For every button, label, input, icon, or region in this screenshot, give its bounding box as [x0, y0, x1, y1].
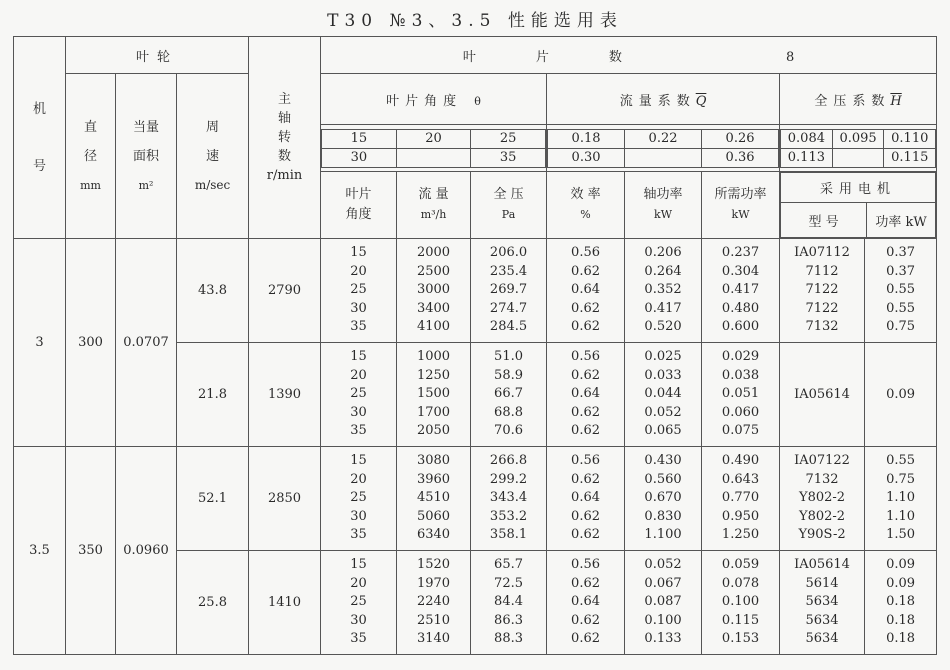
list-pressure — [471, 551, 547, 655]
header-machine-no: 机 号 — [14, 37, 66, 239]
pressure-coef-values: 0.084 0.095 0.110 0.113 0.115 — [780, 125, 937, 172]
cell-value: 0.029 — [721, 349, 760, 365]
cell-value: 284.5 — [489, 319, 528, 335]
cell-value: 0.75 — [886, 471, 916, 487]
cell-value: 0.62 — [571, 631, 600, 647]
cell-value: 0.64 — [571, 282, 600, 298]
cell-value: 0.670 — [644, 490, 682, 506]
cell-value: Y802-2 — [799, 508, 846, 524]
machine-area: 0.0707 — [116, 239, 177, 447]
list-flow — [397, 239, 471, 343]
cell-value: 20 — [350, 263, 367, 279]
cell-value: 0.133 — [644, 631, 682, 647]
header-blade-count: 叶片数 8 — [321, 37, 937, 74]
cell-value: 266.8 — [489, 453, 528, 469]
cell-value: 72.5 — [494, 575, 523, 591]
list-motor-power — [865, 551, 937, 655]
group-speed: 25.8 — [177, 551, 249, 655]
cell-value: 0.206 — [644, 245, 682, 261]
cell-value: IA07112 — [794, 245, 850, 261]
group-rpm: 1410 — [249, 551, 321, 655]
cell-value: 0.55 — [886, 300, 916, 316]
cell-value: 35 — [350, 631, 367, 647]
list-shaft-power — [625, 551, 702, 655]
cell-value: 0.352 — [644, 282, 682, 298]
cell-value: 3400 — [416, 300, 451, 316]
cell-value: 4100 — [416, 319, 451, 335]
list-motor-power — [865, 447, 937, 551]
cell-value: 0.560 — [644, 471, 682, 487]
cell-value: 7132 — [805, 319, 839, 335]
machine-diameter: 350 — [66, 447, 116, 655]
list-motor-power — [865, 239, 937, 343]
cell-value: 0.033 — [644, 367, 682, 383]
cell-value: 0.115 — [721, 612, 760, 628]
cell-value: 7122 — [805, 282, 839, 298]
cell-value: 70.6 — [494, 423, 523, 439]
cell-value: 0.237 — [721, 245, 760, 261]
machine-no: 3 — [14, 239, 66, 447]
performance-table — [13, 36, 937, 655]
cell-value: 1500 — [416, 386, 451, 402]
cell-value: 5634 — [805, 631, 839, 647]
cell-value: 343.4 — [489, 490, 528, 506]
cell-value: 0.950 — [721, 508, 760, 524]
group-speed: 43.8 — [177, 239, 249, 343]
cell-value: 0.087 — [644, 594, 682, 610]
cell-value: 1.50 — [886, 527, 916, 543]
cell-value: 15 — [350, 557, 367, 573]
table-title: T30 №3、3.5 性能选用表 — [327, 11, 623, 31]
cell-value: 7132 — [805, 471, 839, 487]
cell-value: 0.417 — [721, 282, 760, 298]
cell-value: 5634 — [805, 594, 839, 610]
cell-value: 0.18 — [886, 612, 916, 628]
list-required-power — [702, 343, 780, 447]
list-flow — [397, 343, 471, 447]
cell-value: 0.62 — [571, 423, 600, 439]
cell-value: 0.09 — [886, 575, 916, 591]
col-pressure: 全 压 Pa — [471, 172, 547, 239]
header-diameter: 直 径 mm — [66, 74, 116, 239]
list-required-power — [702, 551, 780, 655]
cell-value: 0.600 — [721, 319, 760, 335]
cell-value: 0.153 — [721, 631, 760, 647]
cell-value: 0.643 — [721, 471, 760, 487]
cell-value: 0.18 — [886, 594, 916, 610]
list-motor-model — [780, 447, 865, 551]
cell-value: 1.250 — [721, 527, 760, 543]
list-angle — [321, 447, 397, 551]
cell-value: 0.56 — [571, 349, 600, 365]
cell-value: 0.417 — [644, 300, 682, 316]
cell-value: 0.62 — [571, 575, 600, 591]
cell-value: Y90S-2 — [798, 527, 846, 543]
cell-value: 25 — [350, 282, 367, 298]
cell-value: 0.044 — [644, 386, 682, 402]
cell-value: IA07122 — [794, 453, 850, 469]
group-rpm: 2850 — [249, 447, 321, 551]
cell-value: 86.3 — [494, 612, 523, 628]
cell-value: 0.75 — [886, 319, 916, 335]
cell-value: 0.55 — [886, 453, 916, 469]
cell-value: 0.059 — [721, 557, 760, 573]
cell-value: 58.9 — [494, 367, 523, 383]
cell-value: 3000 — [416, 282, 451, 298]
cell-value: 3140 — [416, 631, 451, 647]
cell-value: 235.4 — [489, 263, 528, 279]
cell-value: 5634 — [805, 612, 839, 628]
list-motor-model — [780, 551, 865, 655]
cell-value: 269.7 — [489, 282, 528, 298]
cell-value: 0.62 — [571, 508, 600, 524]
list-required-power — [702, 447, 780, 551]
group-speed: 21.8 — [177, 343, 249, 447]
list-efficiency — [547, 551, 625, 655]
list-pressure — [471, 447, 547, 551]
col-efficiency: 效 率 % — [547, 172, 625, 239]
cell-value: 358.1 — [489, 527, 528, 543]
header-rpm: 主 轴 转 数 r/min — [249, 37, 321, 239]
col-motor: 采用电机 型 号 功率 kW — [780, 172, 937, 239]
list-efficiency — [547, 343, 625, 447]
cell-value: 0.051 — [721, 386, 760, 402]
cell-value: 20 — [350, 471, 367, 487]
cell-value: 2240 — [416, 594, 451, 610]
cell-value: 15 — [350, 245, 367, 261]
cell-value: 0.09 — [886, 557, 916, 573]
cell-value: 2500 — [416, 263, 451, 279]
cell-value: 68.8 — [494, 404, 523, 420]
motor-power-single: 0.09 — [865, 343, 937, 447]
cell-value: 15 — [350, 349, 367, 365]
col-required-power: 所需功率 kW — [702, 172, 780, 239]
cell-value: 1.10 — [886, 508, 916, 524]
cell-value: 1250 — [416, 367, 451, 383]
cell-value: 20 — [350, 575, 367, 591]
header-blade-angle: 叶片角度 θ — [321, 74, 547, 125]
cell-value: 7112 — [805, 263, 839, 279]
flow-coef-values: 0.18 0.22 0.26 0.30 0.36 — [547, 125, 780, 172]
cell-value: 0.770 — [721, 490, 760, 506]
cell-value: 1520 — [416, 557, 451, 573]
machine-area: 0.0960 — [116, 447, 177, 655]
cell-value: 0.62 — [571, 367, 600, 383]
cell-value: 0.37 — [886, 263, 916, 279]
machine-no: 3.5 — [14, 447, 66, 655]
header-flow-coef: 流量系数$\overline{Q}$ — [547, 74, 780, 125]
cell-value: 0.18 — [886, 631, 916, 647]
cell-value: 20 — [350, 367, 367, 383]
cell-value: 1.10 — [886, 490, 916, 506]
group-speed: 52.1 — [177, 447, 249, 551]
cell-value: 1700 — [416, 404, 451, 420]
cell-value: 0.060 — [721, 404, 760, 420]
cell-value: 0.304 — [721, 263, 760, 279]
cell-value: 0.490 — [721, 453, 760, 469]
list-required-power — [702, 239, 780, 343]
cell-value: 35 — [350, 527, 367, 543]
cell-value: 0.520 — [644, 319, 682, 335]
blade-angle-values: 15 20 25 30 35 — [321, 125, 547, 172]
list-shaft-power — [625, 447, 702, 551]
list-motor-model — [780, 239, 865, 343]
header-pressure-coef: 全压系数$\overline{H}$ — [780, 74, 937, 125]
header-area: 当量 面积 m² — [116, 74, 177, 239]
cell-value: 2050 — [416, 423, 451, 439]
cell-value: 0.62 — [571, 263, 600, 279]
list-flow — [397, 551, 471, 655]
cell-value: 0.62 — [571, 300, 600, 316]
list-pressure — [471, 343, 547, 447]
machine-diameter: 300 — [66, 239, 116, 447]
cell-value: 6340 — [416, 527, 451, 543]
cell-value: 0.480 — [721, 300, 760, 316]
cell-value: 1000 — [416, 349, 451, 365]
list-pressure — [471, 239, 547, 343]
cell-value: 206.0 — [489, 245, 528, 261]
cell-value: 0.830 — [644, 508, 682, 524]
cell-value: 0.64 — [571, 490, 600, 506]
header-speed: 周 速 m/sec — [177, 74, 249, 239]
cell-value: 0.052 — [644, 404, 682, 420]
list-efficiency — [547, 447, 625, 551]
cell-value: 25 — [350, 386, 367, 402]
cell-value: 299.2 — [489, 471, 528, 487]
cell-value: 25 — [350, 490, 367, 506]
cell-value: 0.038 — [721, 367, 760, 383]
cell-value: 0.62 — [571, 612, 600, 628]
cell-value: IA05614 — [794, 557, 850, 573]
cell-value: 7122 — [805, 300, 839, 316]
cell-value: 88.3 — [494, 631, 523, 647]
cell-value: 30 — [350, 300, 367, 316]
cell-value: 30 — [350, 612, 367, 628]
cell-value: 0.430 — [644, 453, 682, 469]
cell-value: Y802-2 — [799, 490, 846, 506]
cell-value: 4510 — [416, 490, 451, 506]
group-rpm: 1390 — [249, 343, 321, 447]
cell-value: 65.7 — [494, 557, 523, 573]
cell-value: 0.56 — [571, 453, 600, 469]
cell-value: 0.025 — [644, 349, 682, 365]
cell-value: 35 — [350, 319, 367, 335]
cell-value: 25 — [350, 594, 367, 610]
cell-value: 5614 — [805, 575, 839, 591]
cell-value: 0.100 — [721, 594, 760, 610]
motor-model-single: IA05614 — [780, 343, 865, 447]
cell-value: 0.56 — [571, 557, 600, 573]
cell-value: 0.264 — [644, 263, 682, 279]
cell-value: 2000 — [416, 245, 451, 261]
cell-value: 51.0 — [494, 349, 523, 365]
cell-value: 0.62 — [571, 404, 600, 420]
cell-value: 0.55 — [886, 282, 916, 298]
cell-value: 35 — [350, 423, 367, 439]
col-shaft-power: 轴功率 kW — [625, 172, 702, 239]
cell-value: 84.4 — [494, 594, 523, 610]
cell-value: 0.078 — [721, 575, 760, 591]
list-angle — [321, 551, 397, 655]
col-flow: 流 量 m³/h — [397, 172, 471, 239]
cell-value: 3080 — [416, 453, 451, 469]
cell-value: 0.62 — [571, 319, 600, 335]
list-shaft-power — [625, 343, 702, 447]
cell-value: 0.37 — [886, 245, 916, 261]
list-flow — [397, 447, 471, 551]
cell-value: 66.7 — [494, 386, 523, 402]
header-impeller: 叶轮 — [66, 37, 249, 74]
cell-value: 353.2 — [489, 508, 528, 524]
cell-value: 3960 — [416, 471, 451, 487]
cell-value: 30 — [350, 404, 367, 420]
cell-value: 0.62 — [571, 527, 600, 543]
col-blade-angle: 叶片 角度 — [321, 172, 397, 239]
cell-value: 0.052 — [644, 557, 682, 573]
cell-value: 1970 — [416, 575, 451, 591]
cell-value: 0.64 — [571, 386, 600, 402]
cell-value: 0.067 — [644, 575, 682, 591]
list-shaft-power — [625, 239, 702, 343]
cell-value: 1.100 — [644, 527, 682, 543]
cell-value: 0.56 — [571, 245, 600, 261]
cell-value: 0.065 — [644, 423, 682, 439]
cell-value: 5060 — [416, 508, 451, 524]
cell-value: 274.7 — [489, 300, 528, 316]
cell-value: 15 — [350, 453, 367, 469]
cell-value: 0.100 — [644, 612, 682, 628]
list-angle — [321, 239, 397, 343]
cell-value: 30 — [350, 508, 367, 524]
cell-value: 0.075 — [721, 423, 760, 439]
list-angle — [321, 343, 397, 447]
cell-value: 0.64 — [571, 594, 600, 610]
cell-value: 2510 — [416, 612, 451, 628]
group-rpm: 2790 — [249, 239, 321, 343]
list-efficiency — [547, 239, 625, 343]
cell-value: 0.62 — [571, 471, 600, 487]
